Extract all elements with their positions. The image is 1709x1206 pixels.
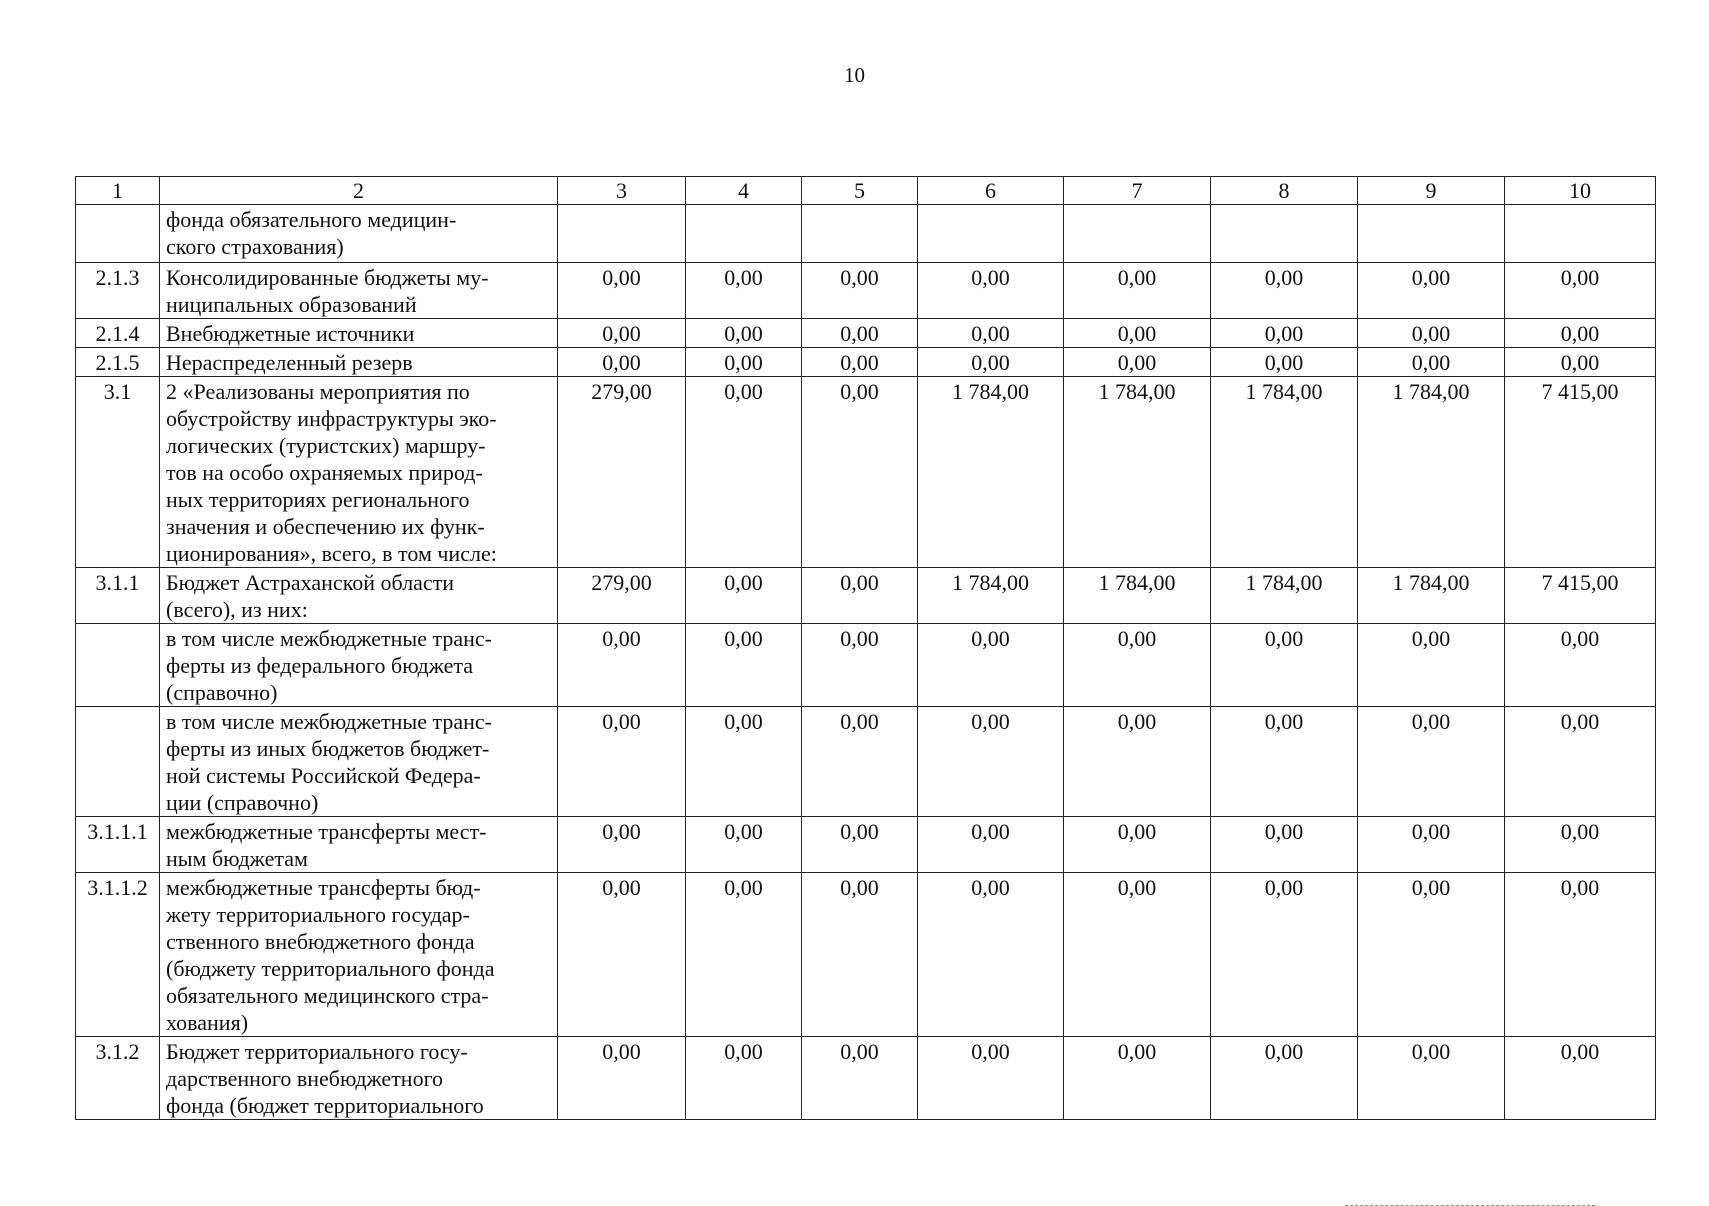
row-number: 2.1.5 xyxy=(76,348,160,377)
value-cell: 0,00 xyxy=(1505,1037,1656,1120)
row-number: 3.1 xyxy=(76,377,160,568)
value-cell: 0,00 xyxy=(686,707,802,817)
value-cell: 0,00 xyxy=(802,817,918,873)
value-cell: 0,00 xyxy=(802,263,918,319)
value-cell: 1 784,00 xyxy=(1358,377,1505,568)
value-cell: 0,00 xyxy=(1211,348,1358,377)
value-cell: 0,00 xyxy=(918,873,1064,1037)
value-cell: 0,00 xyxy=(1358,319,1505,348)
table-row xyxy=(76,205,1656,263)
value-cell: 0,00 xyxy=(558,817,686,873)
value-cell: 0,00 xyxy=(918,319,1064,348)
value-cell: 0,00 xyxy=(1358,263,1505,319)
column-number: 4 xyxy=(686,177,802,205)
value-cell: 1 784,00 xyxy=(1064,377,1211,568)
column-number: 10 xyxy=(1505,177,1656,205)
value-cell xyxy=(802,205,918,263)
value-cell: 0,00 xyxy=(1505,707,1656,817)
value-cell: 0,00 xyxy=(686,817,802,873)
row-description: фонда обязательного медицин- ского страхования) xyxy=(160,205,558,263)
row-number xyxy=(76,624,160,707)
value-cell: 1 784,00 xyxy=(1064,568,1211,624)
row-description: межбюджетные трансферты мест- ным бюджетам xyxy=(160,817,558,873)
value-cell: 0,00 xyxy=(686,377,802,568)
table-row xyxy=(76,817,1656,873)
value-cell: 0,00 xyxy=(558,873,686,1037)
value-cell: 0,00 xyxy=(1505,348,1656,377)
budget-table xyxy=(75,176,1656,1120)
value-cell: 0,00 xyxy=(1505,263,1656,319)
value-cell: 0,00 xyxy=(1064,1037,1211,1120)
value-cell: 0,00 xyxy=(1505,624,1656,707)
value-cell: 0,00 xyxy=(686,624,802,707)
value-cell: 0,00 xyxy=(1358,348,1505,377)
table-row xyxy=(76,568,1656,624)
page-number: 10 xyxy=(844,63,865,87)
row-number: 3.1.1 xyxy=(76,568,160,624)
row-number: 3.1.2 xyxy=(76,1037,160,1120)
row-description: 2 «Реализованы мероприятия по обустройству инфраструктуры эко- логических (туристских) маршру- тов на особо охраняемых природ- ных территориях регионального значения и обеспечению их функ- ционирования», всего, в том числе: xyxy=(160,377,558,568)
value-cell: 0,00 xyxy=(558,1037,686,1120)
row-description: Бюджет Астраханской области (всего), из них: xyxy=(160,568,558,624)
value-cell: 0,00 xyxy=(802,624,918,707)
row-description: Внебюджетные источники xyxy=(160,319,558,348)
value-cell: 7 415,00 xyxy=(1505,568,1656,624)
value-cell: 279,00 xyxy=(558,377,686,568)
row-number: 2.1.3 xyxy=(76,263,160,319)
value-cell: 0,00 xyxy=(686,568,802,624)
value-cell xyxy=(558,205,686,263)
value-cell: 0,00 xyxy=(686,1037,802,1120)
value-cell xyxy=(686,205,802,263)
row-description: Консолидированные бюджеты му- ниципальных образований xyxy=(160,263,558,319)
value-cell: 0,00 xyxy=(1064,319,1211,348)
value-cell: 0,00 xyxy=(1211,624,1358,707)
value-cell: 0,00 xyxy=(802,568,918,624)
table-row xyxy=(76,319,1656,348)
value-cell: 1 784,00 xyxy=(918,377,1064,568)
value-cell: 0,00 xyxy=(1358,817,1505,873)
value-cell: 0,00 xyxy=(1064,707,1211,817)
value-cell: 0,00 xyxy=(1064,348,1211,377)
value-cell: 0,00 xyxy=(558,348,686,377)
value-cell xyxy=(1064,205,1211,263)
row-number xyxy=(76,707,160,817)
value-cell: 0,00 xyxy=(802,873,918,1037)
row-description: Бюджет территориального госу- дарственного внебюджетного фонда (бюджет территориального xyxy=(160,1037,558,1120)
value-cell xyxy=(1358,205,1505,263)
value-cell: 0,00 xyxy=(1211,817,1358,873)
value-cell: 1 784,00 xyxy=(1358,568,1505,624)
value-cell: 0,00 xyxy=(918,707,1064,817)
value-cell: 0,00 xyxy=(918,348,1064,377)
value-cell: 0,00 xyxy=(686,348,802,377)
value-cell: 0,00 xyxy=(802,377,918,568)
value-cell: 0,00 xyxy=(918,263,1064,319)
row-description: межбюджетные трансферты бюд- жету территориального государ- ственного внебюджетного фонда (бюджету территориального фонда обязательного медицинского стра- хования) xyxy=(160,873,558,1037)
value-cell: 1 784,00 xyxy=(1211,377,1358,568)
column-number: 2 xyxy=(160,177,558,205)
value-cell: 0,00 xyxy=(686,873,802,1037)
table-row xyxy=(76,873,1656,1037)
value-cell: 0,00 xyxy=(1358,1037,1505,1120)
row-description: Нераспределенный резерв xyxy=(160,348,558,377)
value-cell: 0,00 xyxy=(1505,817,1656,873)
value-cell: 0,00 xyxy=(802,707,918,817)
column-number-row xyxy=(76,177,1656,205)
table-row xyxy=(76,1037,1656,1120)
value-cell: 0,00 xyxy=(1211,263,1358,319)
value-cell: 0,00 xyxy=(1064,817,1211,873)
table-row xyxy=(76,377,1656,568)
table-row xyxy=(76,624,1656,707)
value-cell: 1 784,00 xyxy=(1211,568,1358,624)
column-number: 3 xyxy=(558,177,686,205)
value-cell: 0,00 xyxy=(1505,319,1656,348)
row-number: 3.1.1.1 xyxy=(76,817,160,873)
value-cell xyxy=(918,205,1064,263)
value-cell xyxy=(1211,205,1358,263)
row-description: в том числе межбюджетные транс- ферты из иных бюджетов бюджет- ной системы Российской Федера- ции (справочно) xyxy=(160,707,558,817)
value-cell: 0,00 xyxy=(1358,624,1505,707)
table-row xyxy=(76,348,1656,377)
row-number: 3.1.1.2 xyxy=(76,873,160,1037)
value-cell: 0,00 xyxy=(686,263,802,319)
value-cell: 0,00 xyxy=(918,624,1064,707)
table-row xyxy=(76,263,1656,319)
value-cell: 0,00 xyxy=(1505,873,1656,1037)
value-cell: 0,00 xyxy=(1064,873,1211,1037)
value-cell: 7 415,00 xyxy=(1505,377,1656,568)
row-number: 2.1.4 xyxy=(76,319,160,348)
value-cell: 0,00 xyxy=(918,817,1064,873)
table-row xyxy=(76,707,1656,817)
value-cell: 0,00 xyxy=(1064,263,1211,319)
column-number: 5 xyxy=(802,177,918,205)
value-cell: 0,00 xyxy=(558,263,686,319)
value-cell: 0,00 xyxy=(1358,873,1505,1037)
column-number: 1 xyxy=(76,177,160,205)
value-cell: 0,00 xyxy=(686,319,802,348)
column-number: 7 xyxy=(1064,177,1211,205)
value-cell: 0,00 xyxy=(558,319,686,348)
column-number: 6 xyxy=(918,177,1064,205)
value-cell: 0,00 xyxy=(1358,707,1505,817)
value-cell: 0,00 xyxy=(1211,1037,1358,1120)
value-cell: 0,00 xyxy=(558,624,686,707)
column-number: 8 xyxy=(1211,177,1358,205)
value-cell: 0,00 xyxy=(1211,707,1358,817)
value-cell: 0,00 xyxy=(918,1037,1064,1120)
value-cell xyxy=(1505,205,1656,263)
value-cell: 0,00 xyxy=(558,707,686,817)
row-number xyxy=(76,205,160,263)
row-description: в том числе межбюджетные транс- ферты из федерального бюджета (справочно) xyxy=(160,624,558,707)
value-cell: 0,00 xyxy=(802,348,918,377)
column-number: 9 xyxy=(1358,177,1505,205)
value-cell: 0,00 xyxy=(802,319,918,348)
value-cell: 0,00 xyxy=(1064,624,1211,707)
value-cell: 279,00 xyxy=(558,568,686,624)
value-cell: 1 784,00 xyxy=(918,568,1064,624)
value-cell: 0,00 xyxy=(802,1037,918,1120)
value-cell: 0,00 xyxy=(1211,873,1358,1037)
value-cell: 0,00 xyxy=(1211,319,1358,348)
